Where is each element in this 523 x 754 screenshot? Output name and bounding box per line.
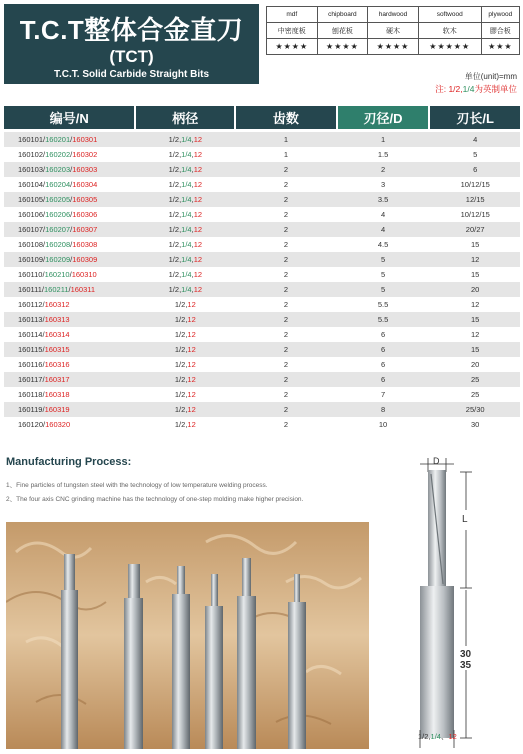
table-row [4, 372, 520, 387]
cell-teeth: 2 [283, 225, 289, 234]
bit-dimension-diagram [400, 450, 510, 750]
wood-col-en: plywood [481, 7, 519, 23]
cell-number: 160117/160317 [18, 375, 70, 384]
cell-teeth: 2 [283, 210, 289, 219]
table-row [4, 177, 520, 192]
cell-shank: 1/2,1/4,12 [168, 180, 203, 189]
cell-number: 160119/160319 [18, 405, 70, 414]
cell-number: 160106/160206/160306 [18, 210, 98, 219]
inch-note-sep: , [460, 84, 463, 94]
label-l: L [462, 514, 468, 525]
wood-table-rating-row [267, 39, 520, 55]
cell-diameter: 1.5 [377, 150, 389, 159]
cell-shank: 1/2,12 [174, 405, 196, 414]
wood-table-header-row [267, 7, 520, 23]
title-cn: T.C.T整体合金直刀 [19, 15, 244, 45]
label-shank-s2: 1/4 [430, 732, 441, 741]
cell-teeth: 2 [283, 405, 289, 414]
cell-number: 160116/160316 [18, 360, 70, 369]
cell-number: 160115/160315 [18, 345, 70, 354]
table-row [4, 222, 520, 237]
cell-diameter: 3 [380, 180, 386, 189]
product-photo-illustration [6, 522, 369, 749]
cell-number: 160120/160320 [18, 420, 71, 429]
spec-table [4, 106, 520, 432]
cell-shank: 1/2,12 [174, 360, 196, 369]
cell-teeth: 2 [283, 240, 289, 249]
wood-col-cn: 硬木 [368, 23, 419, 39]
cell-number: 160110/160210/160310 [18, 270, 97, 279]
cell-length: 12/15 [465, 195, 485, 204]
manufacturing-point-1: 1、Fine particles of tungsten steel with the technology of low temperature welding process. [6, 482, 268, 489]
table-row [4, 417, 520, 432]
cell-diameter: 5 [380, 255, 386, 264]
unit-note: 单位(unit)=mm [464, 72, 517, 81]
cell-teeth: 2 [283, 330, 289, 339]
cell-shank: 1/2,12 [174, 420, 196, 429]
cell-length: 20/27 [465, 225, 485, 234]
cell-length: 10/12/15 [460, 210, 490, 219]
cell-length: 30 [471, 420, 480, 429]
wood-type-table [266, 6, 520, 55]
label-len-30: 30 [460, 649, 472, 660]
cell-length: 5 [473, 150, 478, 159]
cell-length: 15 [471, 345, 480, 354]
header-teeth: 齿数 [236, 106, 336, 129]
cell-teeth: 2 [283, 345, 289, 354]
cell-diameter: 10 [378, 420, 388, 429]
wood-rating: ★★★ [481, 39, 519, 55]
cell-teeth: 2 [283, 285, 289, 294]
wood-col-cn: 中密度板 [267, 23, 318, 39]
cell-shank: 1/2,1/4,12 [168, 285, 203, 294]
title-code: (TCT) [109, 47, 154, 66]
table-row [4, 342, 520, 357]
cell-shank: 1/2,1/4,12 [168, 150, 203, 159]
spec-table-body [4, 132, 520, 432]
wood-rating: ★★★★ [368, 39, 419, 55]
cell-number: 160101/160201/160301 [18, 135, 98, 144]
cell-teeth: 2 [283, 375, 289, 384]
cell-shank: 1/2,1/4,12 [168, 225, 203, 234]
cell-number: 160103/160203/160303 [18, 165, 98, 174]
cell-number: 160111/160211/160311 [18, 285, 96, 294]
manufacturing-title: Manufacturing Process: [6, 456, 132, 468]
title-en: T.C.T. Solid Carbide Straight Bits [53, 69, 209, 80]
cell-length: 25 [471, 390, 480, 399]
cell-teeth: 2 [283, 420, 289, 429]
table-row [4, 147, 520, 162]
cell-teeth: 1 [283, 150, 289, 159]
wood-rating: ★★★★ [317, 39, 368, 55]
wood-table-cn-row [267, 23, 520, 39]
cell-length: 12 [471, 300, 480, 309]
header-length: 刃长/L [430, 106, 520, 129]
label-shank-s3: 12 [448, 732, 457, 741]
cell-shank: 1/2,1/4,12 [168, 135, 203, 144]
table-row [4, 237, 520, 252]
cell-teeth: 2 [283, 390, 289, 399]
table-row [4, 312, 520, 327]
table-row [4, 327, 520, 342]
cell-shank: 1/2,12 [174, 300, 196, 309]
cell-diameter: 8 [380, 405, 386, 414]
inch-note-v2: 1/4 [462, 84, 475, 94]
cell-diameter: 5.5 [377, 315, 389, 324]
table-row [4, 387, 520, 402]
cell-shank: 1/2,12 [174, 345, 196, 354]
header-shank: 柄径 [136, 106, 234, 129]
wood-col-cn: 膠合板 [481, 23, 519, 39]
wood-col-en: softwood [418, 7, 481, 23]
cell-length: 15 [471, 315, 480, 324]
cell-teeth: 2 [283, 270, 289, 279]
cell-diameter: 6 [380, 345, 386, 354]
title-banner [4, 4, 259, 84]
cell-length: 25 [471, 375, 480, 384]
cell-diameter: 5 [380, 285, 386, 294]
cell-diameter: 2 [380, 165, 386, 174]
table-row [4, 207, 520, 222]
table-row [4, 192, 520, 207]
cell-number: 160112/160312 [18, 300, 70, 309]
wood-col-cn: 软木 [418, 23, 481, 39]
label-len-35: 35 [460, 660, 472, 671]
cell-diameter: 6 [380, 375, 386, 384]
wood-rating: ★★★★ [267, 39, 318, 55]
cell-teeth: 2 [283, 315, 289, 324]
cell-number: 160105/160205/160305 [18, 195, 98, 204]
cell-length: 4 [473, 135, 478, 144]
cell-length: 25/30 [465, 405, 485, 414]
cell-teeth: 2 [283, 165, 289, 174]
label-shank: 1/2,1/4、12 [418, 732, 457, 741]
table-row [4, 267, 520, 282]
wood-col-en: chipboard [317, 7, 368, 23]
cell-shank: 1/2,1/4,12 [168, 195, 203, 204]
cell-teeth: 2 [283, 360, 289, 369]
cell-shank: 1/2,1/4,12 [168, 165, 203, 174]
table-row [4, 252, 520, 267]
cell-number: 160114/160314 [18, 330, 70, 339]
table-row [4, 357, 520, 372]
cell-teeth: 2 [283, 195, 289, 204]
inch-note-v1: 1/2 [448, 84, 461, 94]
cell-number: 160108/160208/160308 [18, 240, 98, 249]
cell-diameter: 4 [380, 225, 386, 234]
cell-length: 15 [471, 240, 480, 249]
cell-diameter: 5.5 [377, 300, 389, 309]
cell-length: 10/12/15 [460, 180, 490, 189]
table-row [4, 162, 520, 177]
table-row [4, 282, 520, 297]
cell-diameter: 5 [380, 270, 386, 279]
wood-col-en: mdf [267, 7, 318, 23]
cell-teeth: 2 [283, 180, 289, 189]
table-row [4, 132, 520, 147]
cell-teeth: 2 [283, 300, 289, 309]
cell-shank: 1/2,12 [174, 315, 196, 324]
label-d: D [433, 456, 440, 466]
inch-note-suffix: 为英制单位 [474, 84, 517, 94]
cell-shank: 1/2,1/4,12 [168, 270, 203, 279]
cell-shank: 1/2,12 [174, 330, 196, 339]
cell-shank: 1/2,1/4,12 [168, 210, 203, 219]
cell-shank: 1/2,1/4,12 [168, 240, 203, 249]
cell-diameter: 4 [380, 210, 386, 219]
cell-number: 160109/160209/160309 [18, 255, 98, 264]
wood-col-en: hardwood [368, 7, 419, 23]
cell-number: 160118/160318 [18, 390, 70, 399]
cell-number: 160107/160207/160307 [18, 225, 98, 234]
inch-note-prefix: 注: [435, 84, 449, 94]
wood-rating: ★★★★★ [418, 39, 481, 55]
header-number: 编号/N [4, 106, 134, 129]
manufacturing-point-2: 2、The four axis CNC grinding machine has the technology of one-step molding make higher precision. [6, 496, 304, 503]
cell-diameter: 1 [380, 135, 386, 144]
cell-length: 12 [471, 255, 480, 264]
cell-diameter: 7 [380, 390, 386, 399]
table-row [4, 297, 520, 312]
product-photo [6, 522, 369, 749]
cell-number: 160113/160313 [18, 315, 70, 324]
spec-table-header [4, 106, 520, 129]
bit-diagram-svg [400, 450, 510, 750]
cell-shank: 1/2,12 [174, 375, 196, 384]
cell-shank: 1/2,12 [174, 390, 196, 399]
inch-note [435, 83, 517, 95]
cell-length: 15 [471, 270, 480, 279]
cell-number: 160102/160202/160302 [18, 150, 98, 159]
table-row [4, 402, 520, 417]
cell-number: 160104/160204/160304 [18, 180, 98, 189]
header-diameter: 刃径/D [338, 106, 429, 129]
cell-length: 6 [473, 165, 478, 174]
cell-shank: 1/2,1/4,12 [168, 255, 203, 264]
cell-length: 12 [471, 330, 480, 339]
cell-diameter: 4.5 [377, 240, 389, 249]
cell-diameter: 3.5 [377, 195, 389, 204]
cell-diameter: 6 [380, 330, 386, 339]
cell-length: 20 [471, 360, 480, 369]
cell-length: 20 [471, 285, 480, 294]
wood-col-cn: 刨花板 [317, 23, 368, 39]
cell-diameter: 6 [380, 360, 386, 369]
cell-teeth: 1 [283, 135, 289, 144]
cell-teeth: 2 [283, 255, 289, 264]
label-shank-s1: 1/2 [418, 732, 429, 741]
